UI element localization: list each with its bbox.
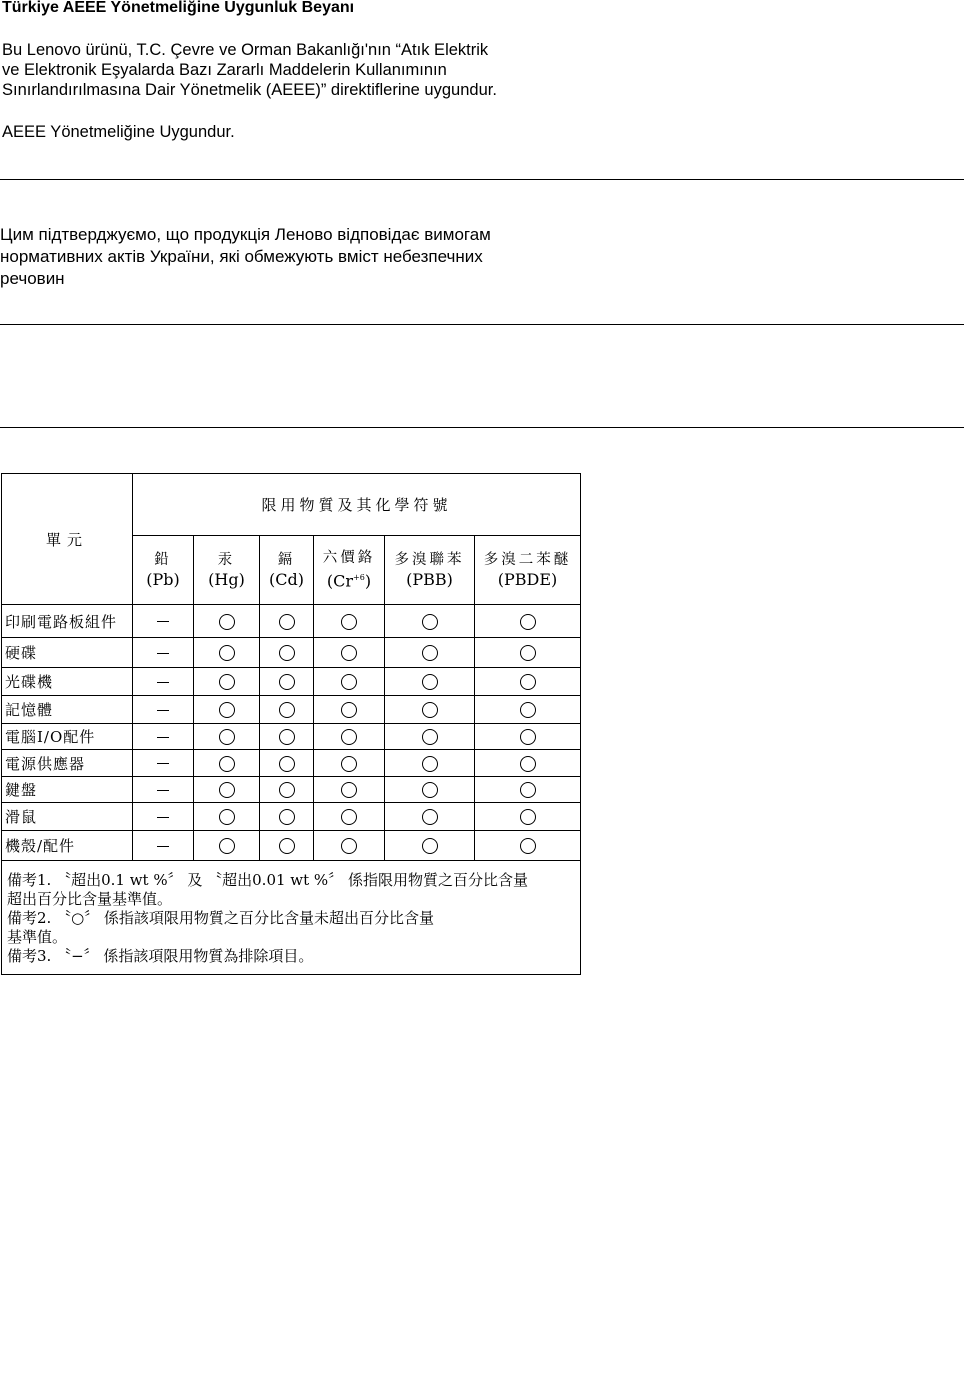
- compliant-circle-icon: [520, 729, 536, 745]
- substance-mark-cell: [133, 668, 194, 696]
- compliant-circle-icon: [520, 756, 536, 772]
- ukraine-line: Цим підтверджуємо, що продукція Леново відповідає вимогам: [0, 225, 491, 244]
- substance-symbol-base: (Cr: [326, 571, 354, 591]
- table-notes: [2, 861, 581, 975]
- note-line: 備考1. 〝超出0.1 wt %〞 及 〝超出0.01 wt %〞 係指限用物質之百分比含量: [7, 871, 528, 889]
- substance-mark-cell: [385, 750, 475, 777]
- substance-mark-cell: [260, 724, 314, 750]
- exempt-dash-icon: [157, 790, 169, 791]
- substance-mark-cell: [194, 831, 260, 861]
- compliant-circle-icon: [422, 756, 438, 772]
- turkey-body-line: Bu Lenovo ürünü, T.C. Çevre ve Orman Bakanlığı'nın “Atık Elektrik: [2, 41, 489, 59]
- component-unit-name: 記憶體: [2, 696, 133, 724]
- table-row: [2, 831, 581, 861]
- table-row: [2, 696, 581, 724]
- turkey-compliance-statement: AEEE Yönetmeliğine Uygundur.: [2, 123, 235, 141]
- compliant-circle-icon: [520, 809, 536, 825]
- section-divider: [0, 427, 964, 428]
- substance-symbol: [314, 568, 384, 590]
- note-line: 超出百分比含量基準值。: [7, 890, 173, 908]
- component-unit-name: 電源供應器: [2, 750, 133, 777]
- substance-mark-cell: [133, 777, 194, 803]
- substance-mark-cell: [475, 777, 581, 803]
- compliant-circle-icon: [279, 645, 295, 661]
- compliant-circle-icon: [279, 614, 295, 630]
- section-divider: [0, 324, 964, 325]
- compliant-circle-icon: [341, 782, 357, 798]
- compliant-circle-icon: [422, 702, 438, 718]
- compliant-circle-icon: [520, 782, 536, 798]
- compliant-circle-icon: [520, 614, 536, 630]
- substance-mark-cell: [385, 831, 475, 861]
- component-unit-name: 機殼/配件: [2, 831, 133, 861]
- compliant-circle-icon: [422, 838, 438, 854]
- substance-name: 六價鉻: [322, 550, 376, 567]
- substance-symbol-close: ): [364, 571, 372, 591]
- substance-mark-cell: [385, 605, 475, 638]
- substance-mark-cell: [475, 724, 581, 750]
- substance-mark-cell: [475, 750, 581, 777]
- compliant-circle-icon: [219, 702, 235, 718]
- substance-mark-cell: [133, 605, 194, 638]
- substance-mark-cell: [194, 605, 260, 638]
- component-unit-name: 滑鼠: [2, 803, 133, 831]
- substance-symbol: (Hg): [208, 570, 245, 589]
- substance-mark-cell: [260, 803, 314, 831]
- exempt-dash-icon: [157, 846, 169, 847]
- substance-mark-cell: [385, 724, 475, 750]
- exempt-dash-icon: [157, 710, 169, 711]
- table-row: [2, 803, 581, 831]
- substance-mark-cell: [475, 696, 581, 724]
- substance-mark-cell: [260, 750, 314, 777]
- substance-mark-cell: [260, 605, 314, 638]
- compliant-circle-icon: [422, 674, 438, 690]
- component-unit-name: 光碟機: [2, 668, 133, 696]
- substance-symbol: (PBB): [406, 570, 453, 589]
- substance-mark-cell: [314, 777, 385, 803]
- substance-symbol-superscript: +6: [353, 573, 365, 583]
- compliant-circle-icon: [219, 838, 235, 854]
- substance-mark-cell: [260, 831, 314, 861]
- turkey-declaration-title: Türkiye AEEE Yönetmeliğine Uygunluk Beyanı: [2, 0, 355, 16]
- compliant-circle-icon: [520, 645, 536, 661]
- substance-mark-cell: [194, 724, 260, 750]
- substance-mark-cell: [475, 831, 581, 861]
- substance-mark-cell: [133, 750, 194, 777]
- substances-group-header: 限用物質及其化學符號: [133, 474, 581, 536]
- compliant-circle-icon: [422, 645, 438, 661]
- substance-mark-cell: [133, 724, 194, 750]
- compliant-circle-icon: [219, 614, 235, 630]
- substance-name: 鎘: [277, 552, 296, 568]
- note-line: 備考3. 〝−〞 係指該項限用物質為排除項目。: [7, 947, 314, 965]
- table-row: [2, 724, 581, 750]
- substance-mark-cell: [260, 638, 314, 668]
- substance-header: [385, 536, 475, 605]
- substance-mark-cell: [385, 777, 475, 803]
- substance-symbol: (PBDE): [497, 570, 558, 589]
- exempt-dash-icon: [157, 737, 169, 738]
- component-unit-name: 鍵盤: [2, 777, 133, 803]
- compliant-circle-icon: [279, 782, 295, 798]
- compliant-circle-icon: [341, 838, 357, 854]
- compliant-circle-icon: [341, 756, 357, 772]
- substance-mark-cell: [475, 803, 581, 831]
- compliant-circle-icon: [520, 838, 536, 854]
- substance-symbol: (Pb): [146, 570, 180, 589]
- unit-column-header: 單元: [2, 474, 133, 605]
- exempt-dash-icon: [157, 817, 169, 818]
- compliant-circle-icon: [219, 645, 235, 661]
- substance-mark-cell: [385, 668, 475, 696]
- turkey-body-line: Sınırlandırılmasına Dair Yönetmelik (AEEE)” direktiflerine uygundur.: [2, 81, 497, 99]
- component-unit-name: 印刷電路板組件: [2, 605, 133, 638]
- table-body: [2, 605, 581, 861]
- ukraine-line: нормативних актів України, які обмежують вміст небезпечних: [0, 247, 483, 266]
- note-line: 基準值。: [7, 928, 68, 946]
- substance-mark-cell: [133, 803, 194, 831]
- table-row: [2, 777, 581, 803]
- ukraine-declaration: [0, 224, 491, 290]
- substance-name: 多溴二苯醚: [483, 552, 572, 568]
- component-unit-name: 電腦I/O配件: [2, 724, 133, 750]
- substance-mark-cell: [260, 777, 314, 803]
- substance-mark-cell: [475, 605, 581, 638]
- substance-mark-cell: [194, 668, 260, 696]
- compliant-circle-icon: [341, 809, 357, 825]
- substance-header: [260, 536, 314, 605]
- compliant-circle-icon: [341, 729, 357, 745]
- substance-mark-cell: [260, 668, 314, 696]
- compliant-circle-icon: [422, 729, 438, 745]
- turkey-declaration-body: [2, 40, 497, 100]
- compliant-circle-icon: [341, 614, 357, 630]
- compliant-circle-icon: [219, 674, 235, 690]
- substance-mark-cell: [385, 638, 475, 668]
- substance-name: 鉛: [154, 552, 172, 568]
- substance-mark-cell: [133, 638, 194, 668]
- substance-mark-cell: [314, 831, 385, 861]
- substance-mark-cell: [194, 803, 260, 831]
- exempt-dash-icon: [157, 682, 169, 683]
- exempt-dash-icon: [157, 763, 169, 764]
- substance-mark-cell: [475, 638, 581, 668]
- table-row: [2, 605, 581, 638]
- substance-mark-cell: [194, 777, 260, 803]
- compliant-circle-icon: [422, 614, 438, 630]
- substance-mark-cell: [133, 696, 194, 724]
- substance-header: [133, 536, 194, 605]
- substance-mark-cell: [314, 605, 385, 638]
- substance-mark-cell: [314, 668, 385, 696]
- substance-header: [475, 536, 581, 605]
- note-line: 備考2. 〝○〞 係指該項限用物質之百分比含量未超出百分比含量: [7, 909, 434, 927]
- substance-mark-cell: [314, 803, 385, 831]
- substance-name: 多溴聯苯: [394, 552, 465, 568]
- compliant-circle-icon: [279, 729, 295, 745]
- compliant-circle-icon: [520, 702, 536, 718]
- compliant-circle-icon: [219, 809, 235, 825]
- substance-name: 汞: [217, 552, 236, 568]
- ukraine-line: речовин: [0, 269, 65, 288]
- section-divider: [0, 179, 964, 180]
- substance-mark-cell: [314, 750, 385, 777]
- compliant-circle-icon: [341, 674, 357, 690]
- table-row: [2, 638, 581, 668]
- substance-symbol: (Cd): [269, 570, 304, 589]
- substance-header: [314, 536, 385, 605]
- table-row: [2, 668, 581, 696]
- compliant-circle-icon: [279, 809, 295, 825]
- turkey-body-line: ve Elektronik Eşyalarda Bazı Zararlı Maddelerin Kullanımının: [2, 61, 447, 79]
- compliant-circle-icon: [422, 782, 438, 798]
- component-unit-name: 硬碟: [2, 638, 133, 668]
- substance-mark-cell: [385, 803, 475, 831]
- exempt-dash-icon: [157, 621, 169, 622]
- compliant-circle-icon: [219, 729, 235, 745]
- exempt-dash-icon: [157, 653, 169, 654]
- table-row: [2, 750, 581, 777]
- substance-mark-cell: [133, 831, 194, 861]
- compliant-circle-icon: [279, 756, 295, 772]
- compliant-circle-icon: [279, 838, 295, 854]
- substance-mark-cell: [314, 724, 385, 750]
- substance-mark-cell: [314, 696, 385, 724]
- substance-mark-cell: [194, 750, 260, 777]
- compliant-circle-icon: [422, 809, 438, 825]
- substance-mark-cell: [475, 668, 581, 696]
- compliant-circle-icon: [219, 782, 235, 798]
- compliant-circle-icon: [219, 756, 235, 772]
- compliant-circle-icon: [279, 702, 295, 718]
- substance-header: [194, 536, 260, 605]
- substance-mark-cell: [260, 696, 314, 724]
- substance-mark-cell: [314, 638, 385, 668]
- compliant-circle-icon: [341, 645, 357, 661]
- compliant-circle-icon: [520, 674, 536, 690]
- compliant-circle-icon: [341, 702, 357, 718]
- substance-mark-cell: [385, 696, 475, 724]
- restricted-substances-table: [1, 473, 581, 975]
- substance-mark-cell: [194, 638, 260, 668]
- compliant-circle-icon: [279, 674, 295, 690]
- substance-mark-cell: [194, 696, 260, 724]
